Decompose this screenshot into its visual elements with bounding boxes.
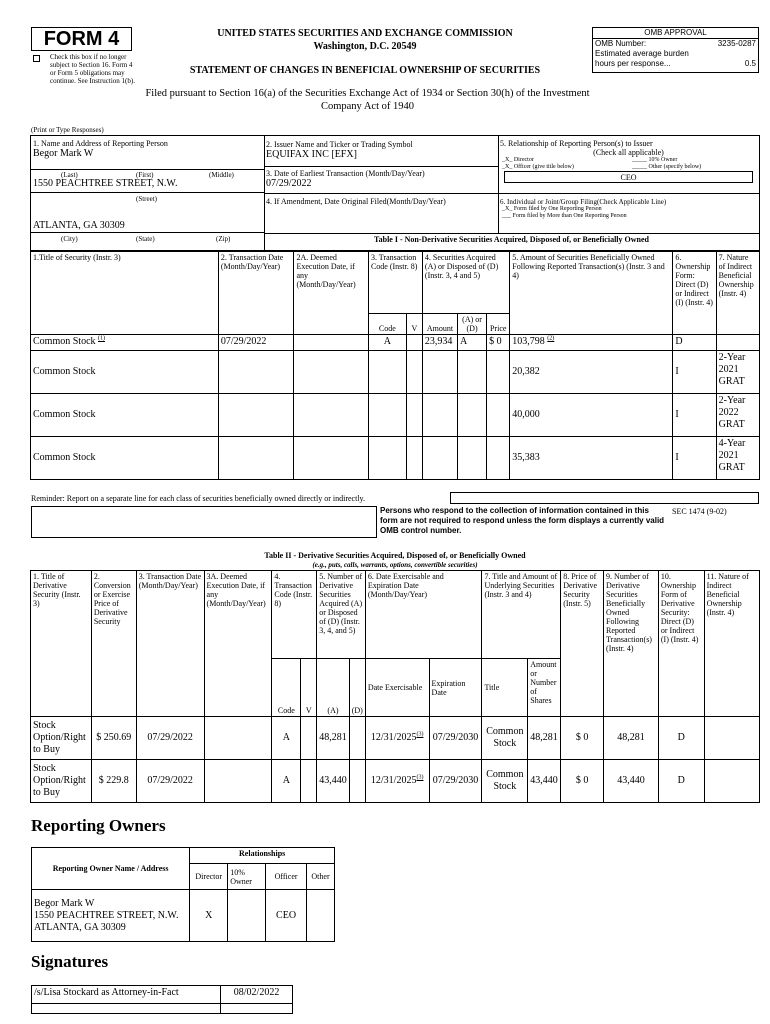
table-1-non-derivative <box>30 251 760 480</box>
t1-r0-amount: 23,934 <box>422 335 457 351</box>
city-label: (City) <box>61 235 78 243</box>
t2-r1-d-price: $ 0 <box>561 760 604 803</box>
table-row <box>31 437 760 480</box>
t2-date-ex: Date Exercisable <box>365 659 429 717</box>
ro-officer-val: CEO <box>266 890 307 942</box>
t1-r2-owned: 40,000 <box>510 394 673 437</box>
t2-r1-a: 43,440 <box>317 760 350 803</box>
reporter-city: ATLANTA, GA 30309 <box>33 220 125 231</box>
t2-r1-date: 07/29/2022 <box>136 760 204 803</box>
omb-approval-box <box>592 27 759 73</box>
t2-h4: 4. Transaction Code (Instr. 8) <box>272 571 317 659</box>
t2-title-col: Title <box>482 659 528 717</box>
t2-r0-u-amount: 48,281 <box>528 717 561 760</box>
t1-body <box>31 335 760 480</box>
box3 <box>264 166 499 194</box>
t1-r2-title: Common Stock <box>31 394 219 437</box>
state-label: (State) <box>136 235 155 243</box>
box1-label: 1. Name and Address of Reporting Person <box>33 139 168 148</box>
reminder-box-right <box>450 492 759 504</box>
t1-h2a: 2A. Deemed Execution Date, if any (Month/Day/Year) <box>294 252 369 335</box>
statement-title: STATEMENT OF CHANGES IN BENEFICIAL OWNERSHIP OF SECURITIES <box>189 65 541 76</box>
earliest-date: 07/29/2022 <box>266 178 312 189</box>
t2-h7: 7. Title and Amount of Underlying Securities (Instr. 3 and 4) <box>482 571 561 659</box>
reporter-street: 1550 PEACHTREE STREET, N.W. <box>33 178 178 189</box>
zip-label: (Zip) <box>216 235 231 243</box>
t2-code: Code <box>272 659 301 717</box>
t2-h11: 11. Nature of Indirect Beneficial Ownership (Instr. 4) <box>704 571 759 717</box>
ro-officer: Officer <box>266 864 307 890</box>
t1-r3-owned: 35,383 <box>510 437 673 480</box>
box1 <box>31 136 265 250</box>
ro-col-name: Reporting Owner Name / Address <box>32 848 190 890</box>
t2-r1-form: D <box>658 760 704 803</box>
reminder-box-left <box>31 506 377 538</box>
t2-r0-title: Stock Option/Right to Buy <box>31 717 92 760</box>
t1-aord: (A) or (D) <box>458 314 487 335</box>
table-row <box>31 351 760 394</box>
table-row <box>31 394 760 437</box>
t2-r0-ex-fn[interactable]: (3) <box>416 731 424 738</box>
t2-r1-expiration: 07/29/2030 <box>429 760 482 803</box>
t2-r1-code: A <box>272 760 301 803</box>
t1-r1-owned: 20,382 <box>510 351 673 394</box>
table-2-derivative <box>30 570 760 803</box>
ro-other: Other <box>307 864 335 890</box>
t1-r3-nature: 4-Year 2021 GRAT <box>716 437 759 480</box>
t1-r0-code: A <box>368 335 406 351</box>
t1-r2-nature: 2-Year 2022 GRAT <box>716 394 759 437</box>
first-label: (First) <box>136 171 154 179</box>
t2-v: V <box>301 659 317 717</box>
t1-code: Code <box>368 314 406 335</box>
t2-r0-code: A <box>272 717 301 760</box>
form-title: FORM 4 <box>43 28 120 50</box>
t1-r2-form: I <box>673 394 716 437</box>
box6 <box>498 193 759 234</box>
box3-label: 3. Date of Earliest Transaction (Month/Day/Year) <box>266 169 425 178</box>
t2-r1-u-amount: 43,440 <box>528 760 561 803</box>
t2-r0-owned: 48,281 <box>604 717 659 760</box>
t1-h3: 3. Transaction Code (Instr. 8) <box>368 252 422 314</box>
sec-code: SEC 1474 (9-02) <box>672 507 727 516</box>
t1-amount: Amount <box>422 314 457 335</box>
t1-h4: 4. Securities Acquired (A) or Disposed of (D) (Instr. 3, 4 and 5) <box>422 252 509 314</box>
ro-owner: 10% Owner <box>228 864 266 890</box>
box4-label: 4. If Amendment, Date Original Filed(Month/Day/Year) <box>266 197 446 206</box>
t1-r0-date: 07/29/2022 <box>218 335 294 351</box>
reporting-owners-table <box>31 847 335 942</box>
t1-r0-owned: 103,798 <box>512 336 545 347</box>
t1-r0-fn[interactable]: (1) <box>98 335 106 342</box>
officer-check: _X_ Officer (give title below) <box>502 164 574 170</box>
owner-check: _____ 10% Owner <box>632 157 678 163</box>
t2-amount-col: Amount or Number of Shares <box>528 659 561 717</box>
filing-info-grid <box>30 135 760 251</box>
agency-city: Washington, D.C. 20549 <box>313 41 417 52</box>
reporter-name: Begor Mark W <box>33 148 94 159</box>
t1-r0-price: $ 0 <box>487 335 510 351</box>
street-label: (Street) <box>136 195 157 203</box>
t2-r0-price: $ 250.69 <box>91 717 136 760</box>
t2-r1-owned: 43,440 <box>604 760 659 803</box>
reporting-owners-heading: Reporting Owners <box>31 816 166 835</box>
t2-r1-u-title: Common Stock <box>482 760 528 803</box>
t1-v: V <box>406 314 422 335</box>
omb-hours: 0.5 <box>744 59 756 68</box>
officer-title: CEO <box>504 171 753 183</box>
more-persons: ___ Form filed by More than One Reporting Person <box>502 213 627 219</box>
ro-street: 1550 PEACHTREE STREET, N.W. <box>34 909 179 921</box>
t2-body <box>31 717 760 803</box>
t2-exp: Expiration Date <box>429 659 482 717</box>
t2-h3: 3. Transaction Date (Month/Day/Year) <box>136 571 204 717</box>
t2-h10: 10. Ownership Form of Derivative Security: Direct (D) or Indirect (I) (Instr. 4) <box>658 571 704 717</box>
ro-city: ATLANTA, GA 30309 <box>34 921 126 933</box>
t1-r3-title: Common Stock <box>31 437 219 480</box>
omb-hours-label: hours per response... <box>595 59 671 68</box>
signature-date: 08/02/2022 <box>221 986 293 1004</box>
table-row <box>32 890 335 942</box>
box6-label: 6. Individual or Joint/Group Filing(Check Applicable Line) <box>500 198 667 206</box>
box5-label: 5. Relationship of Reporting Person(s) to Issuer <box>500 139 653 148</box>
t2-r0-u-title: Common Stock <box>482 717 528 760</box>
t1-r1-title: Common Stock <box>31 351 219 394</box>
table-row <box>31 335 760 351</box>
t2-r1-title: Stock Option/Right to Buy <box>31 760 92 803</box>
t2-r1-exercisable: 12/31/2025 <box>370 775 417 786</box>
table2-subtitle: (e.g., puts, calls, warrants, options, convertible securities) <box>312 561 478 569</box>
t1-r0-form: D <box>673 335 716 351</box>
omb-number-label: OMB Number: <box>595 39 647 48</box>
ro-name: Begor Mark W <box>34 897 95 909</box>
t2-r0-date: 07/29/2022 <box>136 717 204 760</box>
box4 <box>264 193 499 234</box>
omb-number: 3235-0287 <box>717 39 756 48</box>
signatures-heading: Signatures <box>31 952 109 971</box>
ro-director-val: X <box>190 890 228 942</box>
t1-h6: 6. Ownership Form: Direct (D) or Indirect (I) (Instr. 4) <box>673 252 716 335</box>
checkbox-text: Check this box if no longer subject to Section 16. Form 4 or Form 5 obligations may continue. See Instruction 1(b). <box>50 53 135 85</box>
t1-r0-aord: A <box>458 335 487 351</box>
director-check: _X_ Director <box>502 157 534 163</box>
signatures-table <box>31 985 293 1014</box>
t2-r0-expiration: 07/29/2030 <box>429 717 482 760</box>
t2-r0-d-price: $ 0 <box>561 717 604 760</box>
box2 <box>264 136 499 167</box>
filed-pursuant: Filed pursuant to Section 16(a) of the Securities Exchange Act of 1934 or Section 30(h) of the Investment Company Act of 1940 <box>145 88 590 112</box>
persons-notice: Persons who respond to the collection of information contained in this form are not required to respond unless the form displays a currently valid OMB control number. <box>380 506 665 535</box>
table-row <box>31 760 760 803</box>
t2-r1-ex-fn[interactable]: (3) <box>416 774 424 781</box>
other-check: _____ Other (specify below) <box>632 164 702 170</box>
t2-r1-price: $ 229.8 <box>91 760 136 803</box>
t2-r0-a: 48,281 <box>317 717 350 760</box>
t2-h6: 6. Date Exercisable and Expiration Date (Month/Day/Year) <box>365 571 482 659</box>
box2-label: 2. Issuer Name and Ticker or Trading Symbol <box>266 140 413 149</box>
t2-h8: 8. Price of Derivative Security (Instr. 5) <box>561 571 604 717</box>
table2-title: Table II - Derivative Securities Acquired, Disposed of, or Beneficially Owned <box>264 551 526 560</box>
t1-h7: 7. Nature of Indirect Beneficial Ownership (Instr. 4) <box>716 252 759 335</box>
t1-h5: 5. Amount of Securities Beneficially Owned Following Reported Transaction(s) (Instr. 3 and 4) <box>510 252 673 335</box>
t2-a: (A) <box>317 659 350 717</box>
t2-d: (D) <box>349 659 365 717</box>
reminder: Reminder: Report on a separate line for each class of securities beneficially owned directly or indirectly. <box>31 494 366 503</box>
box5 <box>498 136 759 194</box>
t2-r0-exercisable: 12/31/2025 <box>370 732 417 743</box>
t1-r0-owned-fn[interactable]: (2) <box>547 335 555 342</box>
print-type: (Print or Type Responses) <box>31 126 104 134</box>
last-label: (Last) <box>61 171 78 179</box>
t1-h2: 2. Transaction Date (Month/Day/Year) <box>218 252 294 335</box>
omb-burden-label: Estimated average burden <box>595 49 689 58</box>
t2-h2: 2. Conversion or Exercise Price of Derivative Security <box>91 571 136 717</box>
box5-sub: (Check all applicable) <box>593 148 664 157</box>
omb-title: OMB APPROVAL <box>593 28 758 39</box>
one-person: _X_ Form filed by One Reporting Person <box>502 206 602 212</box>
t2-h9: 9. Number of Derivative Securities Beneficially Owned Following Reported Transaction(s) (Instr. 4) <box>604 571 659 717</box>
t2-h3a: 3A. Deemed Execution Date, if any (Month/Day/Year) <box>204 571 272 717</box>
agency-name: UNITED STATES SECURITIES AND EXCHANGE COMMISSION <box>217 28 513 39</box>
t1-r0-title: Common Stock <box>33 336 96 347</box>
signer: /s/Lisa Stockard as Attorney-in-Fact <box>32 986 221 1004</box>
no-longer-subject-checkbox[interactable] <box>33 55 40 62</box>
t1-price: Price <box>487 314 510 335</box>
form-title-box <box>31 27 132 51</box>
table1-title: Table I - Non-Derivative Securities Acquired, Disposed of, or Beneficially Owned <box>374 235 649 244</box>
ro-director: Director <box>190 864 228 890</box>
t2-h5: 5. Number of Derivative Securities Acquired (A) or Disposed of (D) (Instr. 3, 4, and 5) <box>317 571 366 659</box>
t1-r3-form: I <box>673 437 716 480</box>
middle-label: (Middle) <box>209 171 234 179</box>
t1-r1-form: I <box>673 351 716 394</box>
table-row <box>31 717 760 760</box>
t1-h1: 1.Title of Security (Instr. 3) <box>31 252 219 335</box>
issuer-name: EQUIFAX INC [EFX] <box>266 149 357 160</box>
t2-h1: 1. Title of Derivative Security (Instr. 3) <box>31 571 92 717</box>
ro-relationships: Relationships <box>190 848 335 864</box>
t2-r0-form: D <box>658 717 704 760</box>
t1-r1-nature: 2-Year 2021 GRAT <box>716 351 759 394</box>
